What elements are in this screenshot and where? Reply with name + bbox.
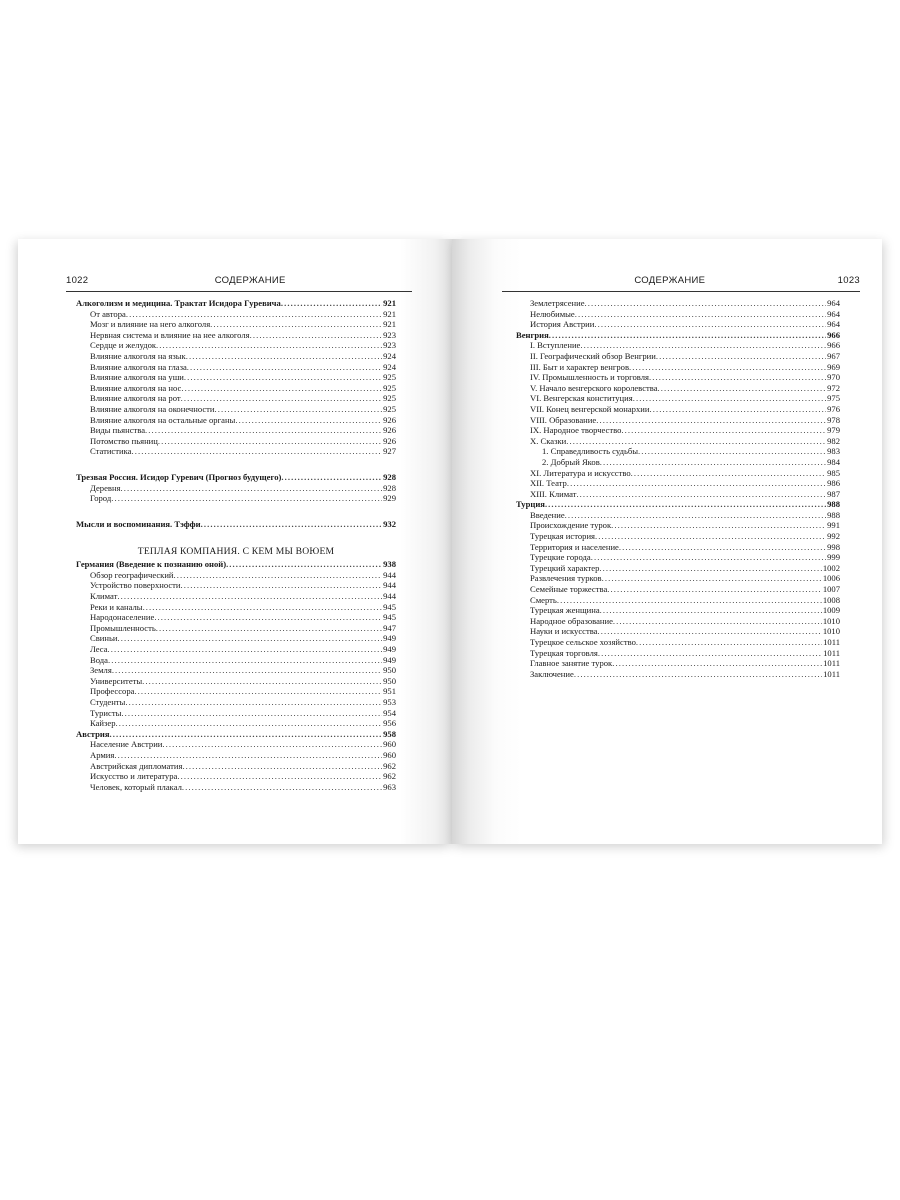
toc-entry[interactable]: Свиньи ..... 949 xyxy=(76,633,396,644)
toc-entry[interactable]: Потомство пьяниц ..... 926 xyxy=(76,436,396,447)
toc-entry[interactable]: Земля ..... 950 xyxy=(76,665,396,676)
toc-entry[interactable]: Мысли и воспоминания. Тэффи ..... 932 xyxy=(76,519,396,530)
running-head xyxy=(66,275,412,292)
toc-entry[interactable]: Устройство поверхности ..... 944 xyxy=(76,580,396,591)
toc-entry[interactable]: Алкоголизм и медицина. Трактат Исидора Гуревича ..... 921 xyxy=(76,298,396,309)
toc-entry[interactable]: Нервная система и влияние на нее алкоголя ..... 923 xyxy=(76,330,396,341)
toc-entry[interactable]: Турция ..... 988 xyxy=(516,499,840,510)
toc-entry[interactable]: Австрия ..... 958 xyxy=(76,729,396,740)
toc-entry[interactable]: Леса ..... 949 xyxy=(76,644,396,655)
toc-list xyxy=(76,298,396,792)
toc-entry[interactable]: Семейные торжества ..... 1007 xyxy=(516,584,840,595)
toc-list xyxy=(516,298,840,679)
running-head-title: СОДЕРЖАНИЕ xyxy=(634,275,706,286)
toc-entry[interactable]: Трезвая Россия. Исидор Гуревич (Прогноз будущего) ..... 928 xyxy=(76,472,396,483)
right-page xyxy=(452,239,882,844)
toc-entry[interactable]: Деревня ..... 928 xyxy=(76,483,396,494)
page-number: 1023 xyxy=(837,275,860,286)
toc-entry[interactable]: Германия (Введение к познанию оной) ..... 938 xyxy=(76,559,396,570)
toc-entry[interactable]: Венгрия ..... 966 xyxy=(516,330,840,341)
toc-entry[interactable]: Сердце и желудок ..... 923 xyxy=(76,340,396,351)
toc-entry[interactable]: XI. Литература и искусство ..... 985 xyxy=(516,468,840,479)
toc-entry[interactable]: Влияние алкоголя на оконечности ..... 925 xyxy=(76,404,396,415)
toc-entry[interactable]: Кайзер ..... 956 xyxy=(76,718,396,729)
toc-entry[interactable]: Австрийская дипломатия ..... 962 xyxy=(76,761,396,772)
running-head xyxy=(502,275,860,292)
toc-entry[interactable]: Происхождение турок ..... 991 xyxy=(516,520,840,531)
toc-entry[interactable]: Профессора ..... 951 xyxy=(76,686,396,697)
toc-entry[interactable]: Мозг и влияние на него алкоголя ..... 921 xyxy=(76,319,396,330)
page-number: 1022 xyxy=(66,275,89,286)
toc-entry[interactable]: Народное образование ..... 1010 xyxy=(516,616,840,627)
toc-entry[interactable]: Климат ..... 944 xyxy=(76,591,396,602)
toc-entry[interactable]: V. Начало венгерского королевства ..... 972 xyxy=(516,383,840,394)
toc-entry[interactable]: XII. Театр ..... 986 xyxy=(516,478,840,489)
toc-entry[interactable]: Туристы ..... 954 xyxy=(76,708,396,719)
toc-entry[interactable]: III. Быт и характер венгров ..... 969 xyxy=(516,362,840,373)
toc-entry[interactable]: Турецкая торговля ..... 1011 xyxy=(516,648,840,659)
toc-entry[interactable]: Влияние алкоголя на язык ..... 924 xyxy=(76,351,396,362)
spacer xyxy=(76,457,396,472)
toc-entry[interactable]: Статистика ..... 927 xyxy=(76,446,396,457)
toc-entry[interactable]: Смерть ..... 1008 xyxy=(516,595,840,606)
toc-entry[interactable]: Влияние алкоголя на уши ..... 925 xyxy=(76,372,396,383)
spacer xyxy=(76,504,396,519)
toc-entry[interactable]: 2. Добрый Яков ..... 984 xyxy=(516,457,840,468)
left-page xyxy=(18,239,452,844)
toc-entry[interactable]: Человек, который плакал ..... 963 xyxy=(76,782,396,793)
toc-entry[interactable]: Город ..... 929 xyxy=(76,493,396,504)
toc-entry[interactable]: Влияние алкоголя на нос ..... 925 xyxy=(76,383,396,394)
toc-entry[interactable]: Промышленность ..... 947 xyxy=(76,623,396,634)
toc-entry[interactable]: Турецкий характер ..... 1002 xyxy=(516,563,840,574)
toc-entry[interactable]: I. Вступление ..... 966 xyxy=(516,340,840,351)
toc-entry[interactable]: Введение ..... 988 xyxy=(516,510,840,521)
toc-entry[interactable]: Студенты ..... 953 xyxy=(76,697,396,708)
toc-entry[interactable]: От автора ..... 921 xyxy=(76,309,396,320)
toc-entry[interactable]: Турецкая женщина ..... 1009 xyxy=(516,605,840,616)
toc-entry[interactable]: II. Географический обзор Венгрии ..... 967 xyxy=(516,351,840,362)
toc-entry[interactable]: Влияние алкоголя на остальные органы ..... 926 xyxy=(76,415,396,426)
toc-entry[interactable]: Реки и каналы ..... 945 xyxy=(76,602,396,613)
toc-entry[interactable]: Территория и население ..... 998 xyxy=(516,542,840,553)
toc-entry[interactable]: 1. Справедливость судьбы ..... 983 xyxy=(516,446,840,457)
toc-entry[interactable]: Развлечения турков ..... 1006 xyxy=(516,573,840,584)
toc-entry[interactable]: Турецкие города ..... 999 xyxy=(516,552,840,563)
toc-entry[interactable]: Заключение ..... 1011 xyxy=(516,669,840,680)
spacer xyxy=(76,529,396,544)
toc-entry[interactable]: Турецкая история ..... 992 xyxy=(516,531,840,542)
toc-entry[interactable]: История Австрии ..... 964 xyxy=(516,319,840,330)
toc-entry[interactable]: X. Сказки ..... 982 xyxy=(516,436,840,447)
toc-entry[interactable]: Влияние алкоголя на рот ..... 925 xyxy=(76,393,396,404)
running-head-title: СОДЕРЖАНИЕ xyxy=(214,275,286,286)
toc-entry[interactable]: Армия ..... 960 xyxy=(76,750,396,761)
toc-entry[interactable]: VI. Венгерская конституция ..... 975 xyxy=(516,393,840,404)
toc-entry[interactable]: IV. Промышленность и торговля ..... 970 xyxy=(516,372,840,383)
toc-entry[interactable]: XIII. Климат ..... 987 xyxy=(516,489,840,500)
toc-entry[interactable]: Вода ..... 949 xyxy=(76,655,396,666)
toc-entry[interactable]: Виды пьянства ..... 926 xyxy=(76,425,396,436)
toc-entry[interactable]: Науки и искусства ..... 1010 xyxy=(516,626,840,637)
toc-entry[interactable]: Главное занятие турок ..... 1011 xyxy=(516,658,840,669)
toc-entry[interactable]: Влияние алкоголя на глаза ..... 924 xyxy=(76,362,396,373)
toc-entry[interactable]: Искусство и литература ..... 962 xyxy=(76,771,396,782)
toc-entry[interactable]: Землетрясение ..... 964 xyxy=(516,298,840,309)
toc-entry[interactable]: IX. Народное творчество ..... 979 xyxy=(516,425,840,436)
toc-entry[interactable]: Население Австрии ..... 960 xyxy=(76,739,396,750)
toc-entry[interactable]: Нелюбимые ..... 964 xyxy=(516,309,840,320)
toc-entry[interactable]: VII. Конец венгерской монархии ..... 976 xyxy=(516,404,840,415)
toc-entry[interactable]: VIII. Образование ..... 978 xyxy=(516,415,840,426)
toc-entry[interactable]: Турецкое сельское хозяйство ..... 1011 xyxy=(516,637,840,648)
toc-entry[interactable]: Университеты ..... 950 xyxy=(76,676,396,687)
toc-entry[interactable]: Народонаселение ..... 945 xyxy=(76,612,396,623)
section-title: ТЕПЛАЯ КОМПАНИЯ. С КЕМ МЫ ВОЮЕМ xyxy=(137,546,335,558)
toc-entry[interactable]: Обзор географический ..... 944 xyxy=(76,570,396,581)
